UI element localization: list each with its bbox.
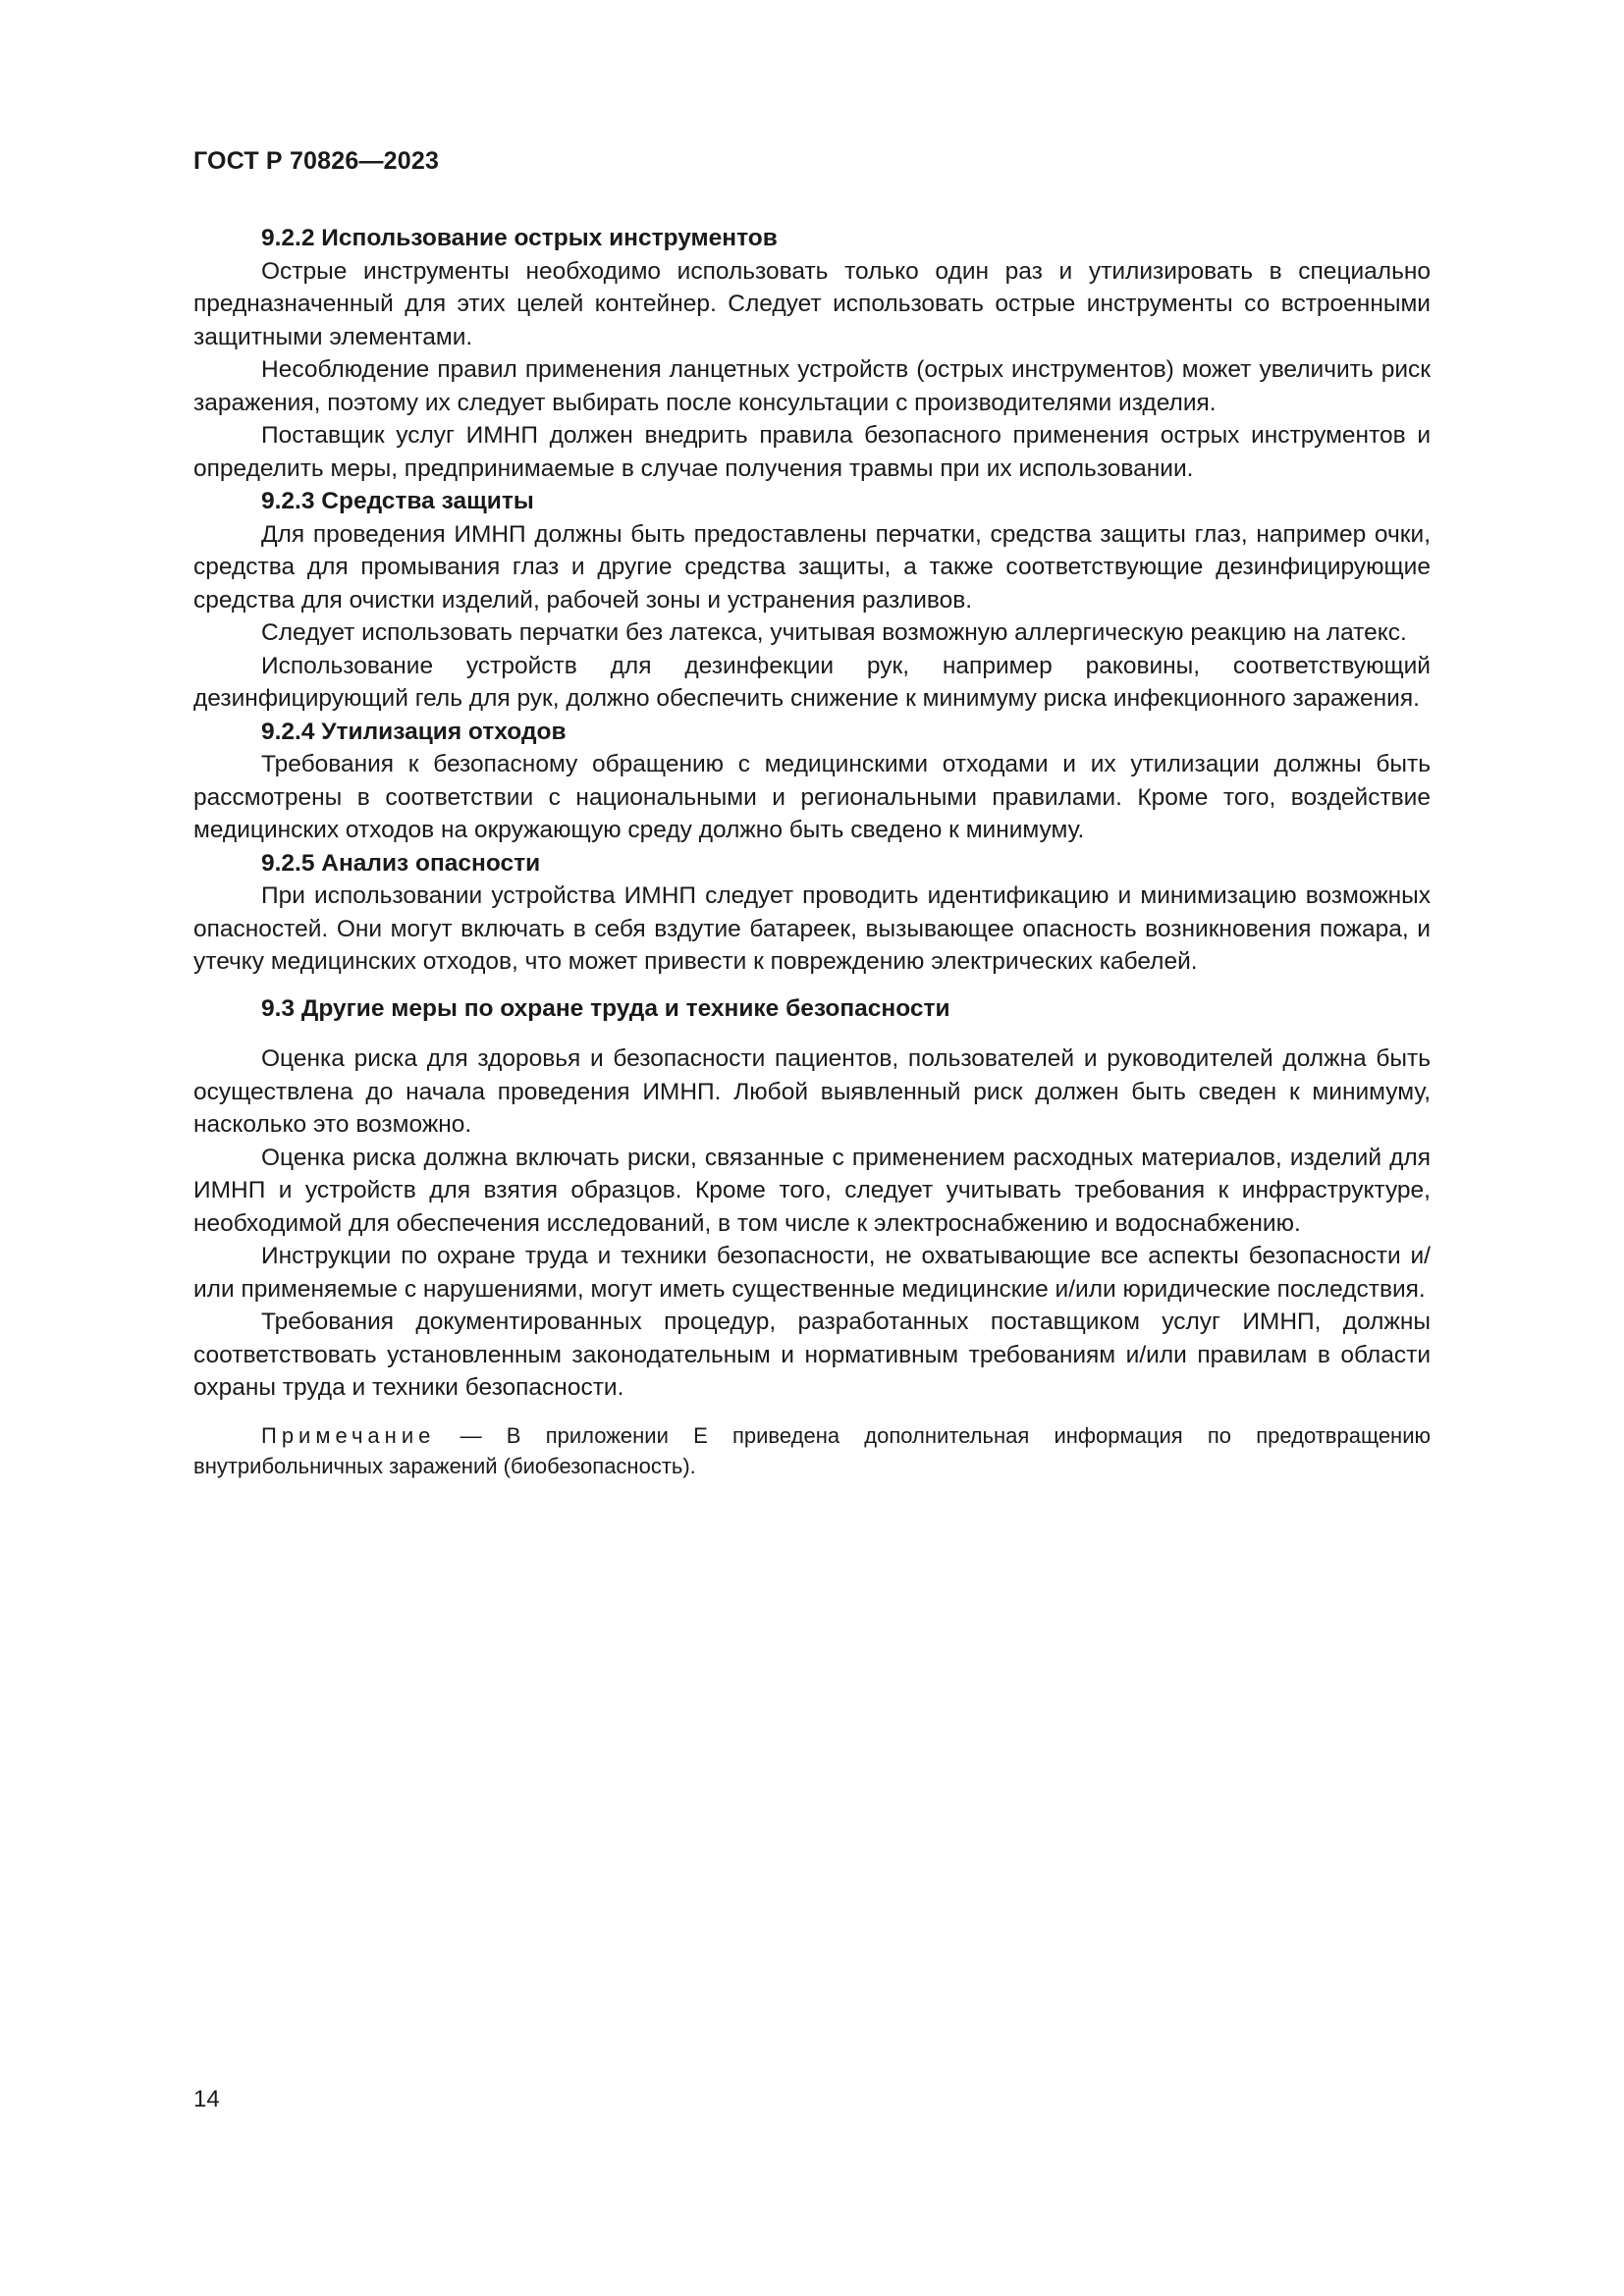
paragraph-9-2-2-1: Острые инструменты необходимо использовать только один раз и утилизировать в специально предназначенный для этих целей контейнер. Следует использовать острые инструменты со встроенными защитными элементами.	[193, 257, 1431, 350]
note-dash: —	[435, 1422, 507, 1448]
heading-9-3: 9.3 Другие меры по охране труда и технике безопасности	[261, 994, 950, 1022]
note-paragraph	[193, 1420, 1431, 1481]
paragraph-9-2-2-2: Несоблюдение правил применения ланцетных устройств (острых инструментов) может увеличить риск заражения, поэтому их следует выбирать после консультации с производителями изделия.	[193, 356, 1431, 416]
paragraph-9-2-3-1: Для проведения ИМНП должны быть предоставлены перчатки, средства защиты глаз, например очки, средства для промывания глаз и другие средства защиты, а также соответствующие дезинфицирующие средства для очистки изделий, рабочей зоны и устранения разливов.	[193, 520, 1431, 614]
note-label: Примечание	[261, 1422, 436, 1448]
heading-9-2-4: 9.2.4 Утилизация отходов	[261, 718, 567, 745]
paragraph-9-2-2-3: Поставщик услуг ИМНП должен внедрить правила безопасного применения острых инструментов и определить меры, предпринимаемые в случае получения травмы при их использовании.	[193, 422, 1431, 482]
paragraph-9-3-1: Оценка риска для здоровья и безопасности пациентов, пользователей и руководителей должна быть осуществлена до начала проведения ИМНП. Любой выявленный риск должен быть сведен к минимуму, насколько это возможно.	[193, 1045, 1431, 1138]
page-number: 14	[193, 2086, 220, 2112]
paragraph-9-2-3-3: Использование устройств для дезинфекции рук, например раковины, соответствующий дезинфицирующий гель для рук, должно обеспечить снижение к минимуму риска инфекционного заражения.	[193, 652, 1431, 712]
paragraph-9-3-3: Инструкции по охране труда и техники безопасности, не охватывающие все аспекты безопасности и/или применяемые с нарушениями, могут иметь существенные медицинские и/или юридические последствия.	[193, 1243, 1431, 1303]
document-code-header: ГОСТ Р 70826—2023	[193, 147, 440, 175]
document-body	[193, 222, 1431, 1481]
heading-9-2-5: 9.2.5 Анализ опасности	[261, 849, 541, 877]
paragraph-9-2-3-2: Следует использовать перчатки без латекса, учитывая возможную аллергическую реакцию на латекс.	[261, 619, 1407, 646]
paragraph-9-2-4-1: Требования к безопасному обращению с медицинскими отходами и их утилизации должны быть рассмотрены в соответствии с национальными и региональными правилами. Кроме того, воздействие медицинских отходов на окружающую среду должно быть сведено к минимуму.	[193, 751, 1431, 843]
heading-9-2-2: 9.2.2 Использование острых инструментов	[261, 225, 778, 251]
paragraph-9-3-2: Оценка риска должна включать риски, связанные с применением расходных материалов, изделий для ИМНП и устройств для взятия образцов. Кроме того, следует учитывать требования к инфраструктуре, необходимой для обеспечения исследований, в том числе к электроснабжению и водоснабжению.	[193, 1144, 1431, 1237]
paragraph-9-3-4: Требования документированных процедур, разработанных поставщиком услуг ИМНП, должны соответствовать установленным законодательным и нормативным требованиям и/или правилам в области охраны труда и техники безопасности.	[193, 1308, 1431, 1401]
note-text: В приложении Е приведена дополнительная информация по предотвращению внутрибольничных заражений (биобезопасность).	[193, 1422, 1431, 1478]
heading-9-2-3: 9.2.3 Средства защиты	[261, 488, 534, 514]
paragraph-9-2-5-1: При использовании устройства ИМНП следует проводить идентификацию и минимизацию возможных опасностей. Они могут включать в себя вздутие батареек, вызывающее опасность возникновения пожара, и утечку медицинских отходов, что может привести к повреждению электрических кабелей.	[193, 882, 1431, 975]
